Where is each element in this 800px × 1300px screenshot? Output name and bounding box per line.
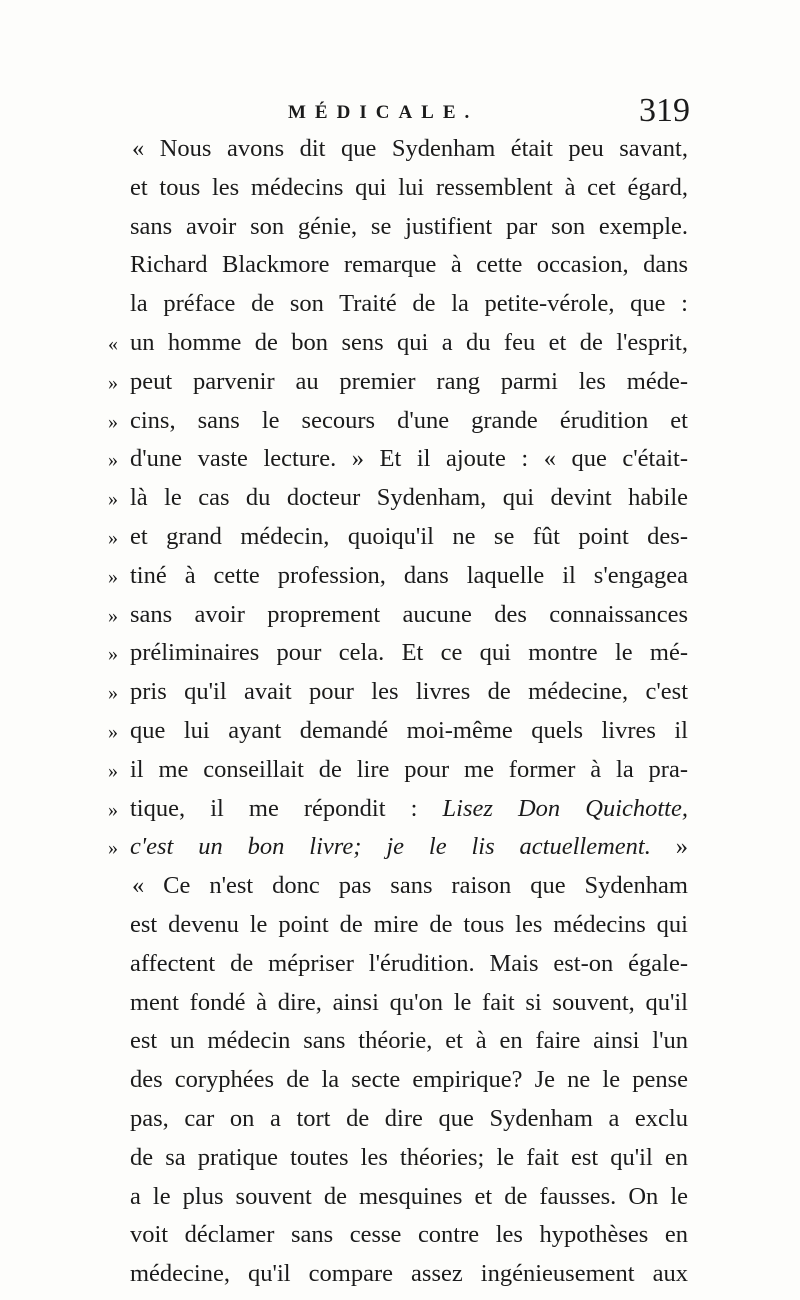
quote-mark: » (108, 488, 118, 511)
quote-mark: » (108, 720, 118, 743)
line-text: tique, il me répondit : (130, 794, 443, 822)
line-text: que lui ayant demandé moi-même quels livres il (130, 716, 688, 744)
text-line (108, 906, 688, 945)
text-line (108, 828, 688, 867)
text-line (108, 790, 688, 829)
line-text: pris qu'il avait pour les livres de médecine, c'est (130, 678, 688, 706)
running-head (110, 92, 690, 132)
quote-mark: » (108, 837, 118, 860)
quote-mark: » (108, 682, 118, 705)
quote-mark: » (108, 798, 118, 821)
text-line (108, 1178, 688, 1217)
text-line (108, 945, 688, 984)
line-text: et tous les médecins qui lui ressemblent à cet égard, (130, 173, 688, 201)
text-line (108, 285, 688, 324)
line-text: sans avoir proprement aucune des connaissances (130, 600, 688, 628)
line-text: préliminaires pour cela. Et ce qui montre le mé- (130, 639, 688, 667)
line-text: un homme de bon sens qui a du feu et de l'esprit, (130, 328, 688, 356)
line-text: tiné à cette profession, dans laquelle il s'engagea (130, 561, 688, 589)
line-text: est un médecin sans théorie, et à en faire ainsi l'un (130, 1027, 688, 1055)
running-title: MÉDICALE. (288, 102, 479, 123)
text-line (108, 751, 688, 790)
line-text: d'une vaste lecture. » Et il ajoute : « que c'était- (130, 445, 688, 473)
text-line (108, 1022, 688, 1061)
text-line (108, 1061, 688, 1100)
text-line (108, 130, 688, 169)
text-line (108, 246, 688, 285)
line-text: sans avoir son génie, se justifient par son exemple. (130, 212, 688, 240)
italic-text: Lisez Don Quichotte, (442, 794, 688, 822)
line-text: ment fondé à dire, ainsi qu'on le fait si souvent, qu'il (130, 988, 688, 1016)
body-text (108, 130, 688, 1294)
quote-mark: » (108, 410, 118, 433)
text-line (108, 1255, 688, 1294)
line-text: a le plus souvent de mesquines et de fausses. On le (130, 1182, 688, 1210)
line-text: et grand médecin, quoiqu'il ne se fût point des- (130, 522, 688, 550)
page-number: 319 (639, 92, 690, 129)
line-text: médecine, qu'il compare assez ingénieusement aux (130, 1260, 688, 1288)
text-line (108, 479, 688, 518)
text-line (108, 518, 688, 557)
quote-mark: « (108, 332, 118, 355)
text-line (108, 712, 688, 751)
closing-quote: » (650, 833, 689, 861)
quote-mark: » (108, 449, 118, 472)
quote-mark: » (108, 604, 118, 627)
line-text: voit déclamer sans cesse contre les hypothèses en (130, 1221, 688, 1249)
line-text: cins, sans le secours d'une grande érudition et (130, 406, 688, 434)
quote-mark: » (108, 759, 118, 782)
line-text: pas, car on a tort de dire que Sydenham a exclu (130, 1104, 688, 1132)
italic-text: c'est un bon livre; je le lis actuellement. (130, 833, 651, 861)
text-line (108, 1216, 688, 1255)
line-text: « Ce n'est donc pas sans raison que Sydenham (132, 872, 688, 900)
line-text: là le cas du docteur Sydenham, qui devint habile (130, 484, 688, 512)
line-text: Richard Blackmore remarque à cette occasion, dans (130, 251, 688, 279)
line-text: « Nous avons dit que Sydenham était peu savant, (132, 135, 688, 162)
text-line (108, 557, 688, 596)
line-text: de sa pratique toutes les théories; le fait est qu'il en (130, 1143, 688, 1171)
line-text: affectent de mépriser l'érudition. Mais est-on égale- (130, 949, 688, 977)
line-text: est devenu le point de mire de tous les médecins qui (130, 910, 688, 938)
quote-mark: » (108, 565, 118, 588)
text-line (108, 596, 688, 635)
text-line (108, 1139, 688, 1178)
text-line (108, 169, 688, 208)
text-line (108, 634, 688, 673)
line-text: il me conseillait de lire pour me former à la pra- (130, 755, 688, 783)
text-line (108, 324, 688, 363)
quote-mark: » (108, 371, 118, 394)
text-line (108, 363, 688, 402)
line-text: la préface de son Traité de la petite-vérole, que : (130, 290, 688, 318)
line-text: des coryphées de la secte empirique? Je ne le pense (130, 1066, 688, 1094)
text-line (108, 867, 688, 906)
quote-mark: » (108, 526, 118, 549)
text-line (108, 1100, 688, 1139)
text-line (108, 402, 688, 441)
text-line (108, 440, 688, 479)
text-line (108, 673, 688, 712)
text-line (108, 208, 688, 247)
quote-mark: » (108, 643, 118, 666)
text-line (108, 984, 688, 1023)
line-text: peut parvenir au premier rang parmi les méde- (130, 367, 688, 395)
